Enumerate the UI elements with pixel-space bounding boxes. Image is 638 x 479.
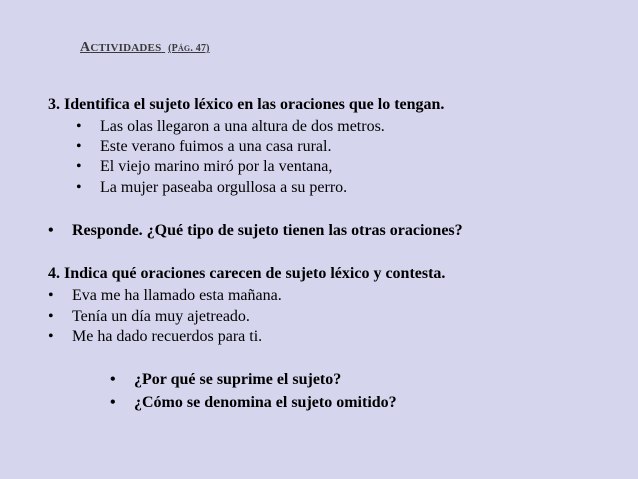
q4-question (110, 370, 341, 390)
followup-text: Responde. ¿Qué tipo de sujeto tienen las otras oraciones? (72, 222, 463, 239)
page-reference (168, 43, 210, 54)
title-rest: CTIVIDADES (90, 42, 162, 54)
list-item-text: Me ha dado recuerdos para ti. (72, 328, 263, 345)
list-item (48, 327, 262, 347)
list-item (48, 286, 282, 306)
q3-heading: 3. Identifica el sujeto léxico en las oraciones que lo tengan. (48, 96, 445, 113)
question-text: ¿Por qué se suprime el sujeto? (134, 371, 342, 388)
q4-question (110, 393, 397, 413)
slide-title (80, 40, 210, 56)
list-item (48, 307, 250, 327)
list-item (76, 157, 332, 177)
title-first-letter: A (80, 40, 91, 55)
list-item-text: La mujer paseaba orgullosa a su perro. (100, 179, 348, 196)
bullet-icon: • (48, 287, 54, 304)
bullet-icon: • (76, 158, 82, 175)
list-item-text: Eva me ha llamado esta mañana. (72, 287, 282, 304)
list-item-text: El viejo marino miró por la ventana, (100, 158, 333, 175)
bullet-icon: • (76, 138, 82, 155)
bullet-icon: • (48, 222, 54, 239)
list-item-text: Este verano fuimos a una casa rural. (100, 138, 332, 155)
ref-rest: ÁG (177, 44, 191, 53)
question-text: ¿Cómo se denomina el sujeto omitido? (134, 394, 397, 411)
list-item (76, 178, 347, 198)
bullet-icon: • (110, 371, 116, 388)
list-item (76, 117, 385, 137)
list-item (76, 137, 331, 157)
q4-heading: 4. Indica qué oraciones carecen de sujeto léxico y contesta. (48, 265, 446, 282)
list-item-text: Las olas llegaron a una altura de dos metros. (100, 118, 385, 135)
ref-close: . 47) (190, 43, 210, 54)
bullet-icon: • (110, 394, 116, 411)
bullet-icon: • (76, 118, 82, 135)
list-item-text: Tenía un día muy ajetreado. (72, 308, 250, 325)
ref-open: (P (168, 43, 178, 54)
bullet-icon: • (48, 308, 54, 325)
q3-followup (48, 221, 463, 241)
bullet-icon: • (76, 179, 82, 196)
bullet-icon: • (48, 328, 54, 345)
